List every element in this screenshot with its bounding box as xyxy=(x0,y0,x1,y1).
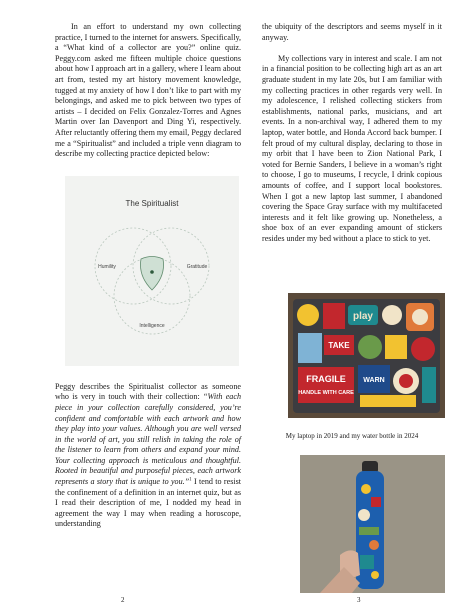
sticker-fragile xyxy=(298,367,354,403)
venn-label-humility: Humility xyxy=(98,263,116,270)
venn-diagram xyxy=(65,176,239,366)
laptop-sticker-photo xyxy=(288,293,445,418)
sticker-play-text: play xyxy=(352,311,374,322)
description-paragraph xyxy=(55,382,241,530)
description-lead: Peggy describes the Spiritualist collector as someone who is very in touch with their collection: xyxy=(55,381,241,402)
sticker-fragile-top: FRAGILE xyxy=(306,374,346,384)
page-number-left: 2 xyxy=(121,596,125,604)
water-bottle-graphic xyxy=(300,455,445,593)
venn-center-dot xyxy=(150,270,154,274)
page-number-right: 3 xyxy=(357,596,361,604)
venn-label-gratitude: Gratitude xyxy=(186,263,208,270)
laptop-stickers-graphic xyxy=(288,293,445,418)
sticker-fragile-bottom: HANDLE WITH CARE xyxy=(298,390,354,396)
sticker-warn-text: WARN xyxy=(363,377,385,384)
peggy-quote: “With each piece in your collection carefully considered, you’re confident and comfortable with each artwork and how they play into your values. Although you are well versed in the world of art, you still relish in taking the role of the listener to learn from others and expand your mind. Your collecting approach is meticulous and thoughtful. Rooted in beautiful and purposeful pieces, each artwork represents a story that is unique to you.” xyxy=(55,392,241,487)
venn-title: The Spiritualist xyxy=(125,198,179,208)
sticker-take-text: TAKE xyxy=(328,341,350,350)
footnote-marker: 1 xyxy=(189,477,192,483)
sticker-red xyxy=(323,303,345,329)
left-page-column xyxy=(55,22,241,530)
continuation-paragraph: the ubiquity of the descriptors and seems myself in it anyway. xyxy=(262,22,442,42)
venn-label-intelligence: Intelligence xyxy=(139,322,165,329)
closing-text: I tend to resist the confinement of a definition in an internet quiz, but as I read their description of me, I nodded my head in agreement the way I may when reading a horoscope, understanding xyxy=(55,477,241,529)
water-bottle-photo xyxy=(300,455,445,593)
collections-paragraph: My collections vary in interest and scale. I am not in a financial position to be collecting high art as an art graduate student in my late 20s, but I am familiar with my collecting practices in other regards very well. In my adolescence, I relished collecting stickers from establishments, national parks, musicians, and art events. In a non-archival way, I adhered them to my laptop, water bottle, and Honda Accord back bumper. I felt proud of my cultural display, declaring to those in my orbit that I have been to Zion National Park, I voted for Bernie Sanders, I believe in a woman’s right to choose, I go to museums, I recycle, I drink copious amounts of coffee, and I support local bookstores. When I got a new laptop last summer, I abandoned covering the Space Gray surface with my multifaceted interests and it felt like growing up. Nonetheless, a shoe box of an ever expanding amount of stickers resides under my bed without a place to stick to yet. xyxy=(262,53,442,243)
photo-caption: My laptop in 2019 and my water bottle in 2024 xyxy=(285,432,419,440)
intro-paragraph: In an effort to understand my own collecting practice, I turned to the internet for answers. Specifically, a “What kind of a collector are you?” online quiz. Peggy.com asked me fifteen multiple choice questions about how I approach art in a gallery, where I learn about art from, tested my art history movement knowledge, tugged at my anxiety of how I don’t like to part with my belongings, and asked me to pick between two types of artists – I decided on Felix Gonzalez-Torres and Agnes Martin over Ian Davenport and Ding Yi, respectively. After reluctantly offering them my email, Peggy declared me a “Spiritualist” and included a triple venn diagram to describe my collecting practice depicted below: xyxy=(55,22,241,159)
right-page-column xyxy=(262,22,442,244)
venn-diagram-graphic xyxy=(65,176,239,366)
sticker-yellow xyxy=(297,304,319,326)
